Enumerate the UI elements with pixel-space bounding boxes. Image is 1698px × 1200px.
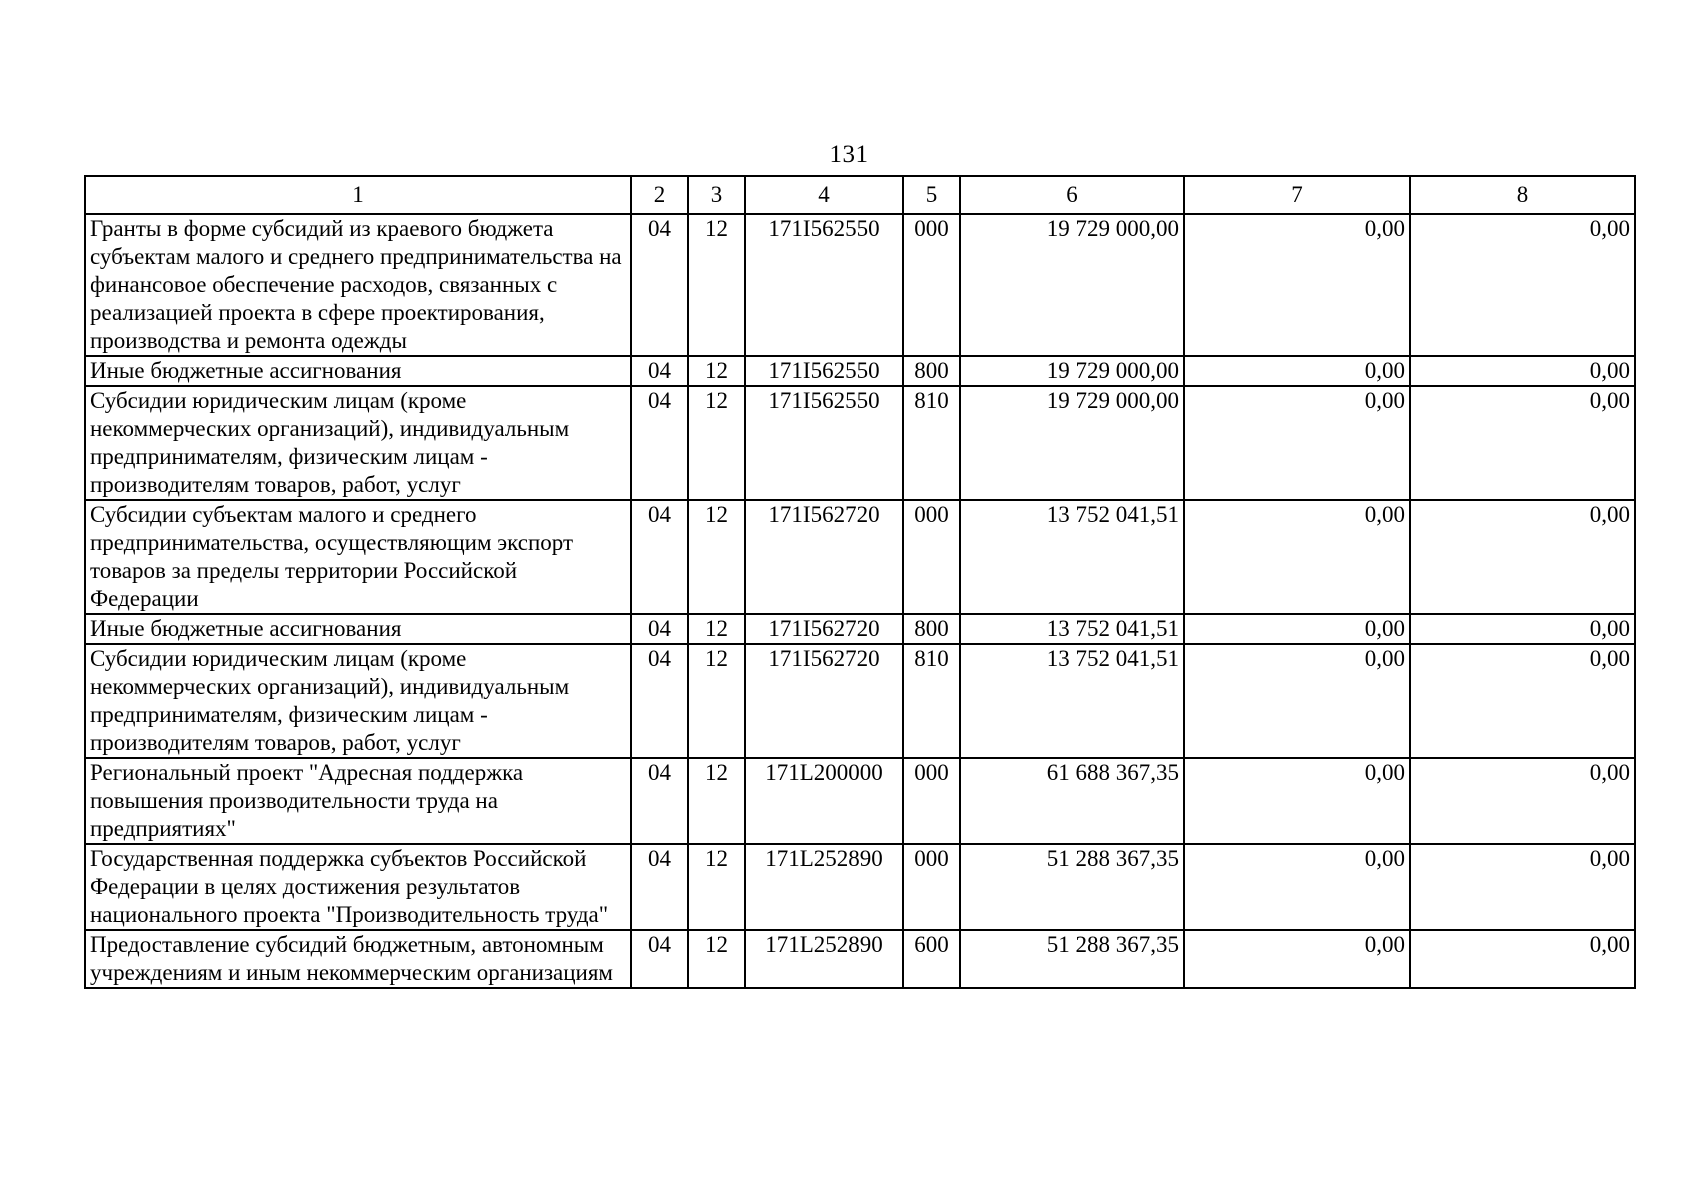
- table-row: [85, 758, 1635, 844]
- row-section: 04: [631, 844, 688, 930]
- row-target-article: 171I562720: [745, 614, 903, 644]
- column-header: 7: [1184, 176, 1410, 214]
- table-row: [85, 214, 1635, 356]
- row-name: Государственная поддержка субъектов Российской Федерации в целях достижения результатов национального проекта "Производительность труда": [85, 844, 631, 930]
- row-name: Иные бюджетные ассигнования: [85, 356, 631, 386]
- row-amount-year2: 0,00: [1184, 844, 1410, 930]
- row-subsection: 12: [688, 214, 745, 356]
- row-amount-year1: 19 729 000,00: [960, 356, 1184, 386]
- row-name: Иные бюджетные ассигнования: [85, 614, 631, 644]
- column-header: 3: [688, 176, 745, 214]
- row-subsection: 12: [688, 844, 745, 930]
- row-amount-year3: 0,00: [1410, 356, 1635, 386]
- row-amount-year1: 13 752 041,51: [960, 500, 1184, 614]
- row-expense-type: 000: [903, 758, 960, 844]
- row-section: 04: [631, 214, 688, 356]
- row-amount-year3: 0,00: [1410, 758, 1635, 844]
- row-target-article: 171I562720: [745, 500, 903, 614]
- row-amount-year1: 61 688 367,35: [960, 758, 1184, 844]
- row-name: Предоставление субсидий бюджетным, автономным учреждениям и иным некоммерческим организациям: [85, 930, 631, 988]
- row-target-article: 171I562550: [745, 214, 903, 356]
- table-row: [85, 644, 1635, 758]
- row-expense-type: 800: [903, 614, 960, 644]
- row-target-article: 171L200000: [745, 758, 903, 844]
- row-target-article: 171I562720: [745, 644, 903, 758]
- row-name: Субсидии юридическим лицам (кроме некоммерческих организаций), индивидуальным предпринимателям, физическим лицам - производителям товаров, работ, услуг: [85, 386, 631, 500]
- column-header: 8: [1410, 176, 1635, 214]
- row-name: Гранты в форме субсидий из краевого бюджета субъектам малого и среднего предпринимательства на финансовое обеспечение расходов, связанных с реализацией проекта в сфере проектирования, производства и ремонта одежды: [85, 214, 631, 356]
- table-row: [85, 356, 1635, 386]
- table-row: [85, 844, 1635, 930]
- row-expense-type: 000: [903, 844, 960, 930]
- page-number: 131: [829, 141, 869, 168]
- row-target-article: 171L252890: [745, 930, 903, 988]
- table-row: [85, 614, 1635, 644]
- row-amount-year3: 0,00: [1410, 214, 1635, 356]
- row-amount-year3: 0,00: [1410, 644, 1635, 758]
- row-name: Субсидии субъектам малого и среднего предпринимательства, осуществляющим экспорт товаров за пределы территории Российской Федерации: [85, 500, 631, 614]
- row-amount-year2: 0,00: [1184, 758, 1410, 844]
- row-amount-year2: 0,00: [1184, 644, 1410, 758]
- row-expense-type: 600: [903, 930, 960, 988]
- row-amount-year1: 13 752 041,51: [960, 644, 1184, 758]
- column-header: 4: [745, 176, 903, 214]
- table-row: [85, 386, 1635, 500]
- row-amount-year2: 0,00: [1184, 614, 1410, 644]
- row-subsection: 12: [688, 500, 745, 614]
- row-target-article: 171I562550: [745, 386, 903, 500]
- table-row: [85, 500, 1635, 614]
- row-section: 04: [631, 930, 688, 988]
- row-expense-type: 810: [903, 644, 960, 758]
- row-amount-year3: 0,00: [1410, 614, 1635, 644]
- row-amount-year2: 0,00: [1184, 500, 1410, 614]
- row-amount-year2: 0,00: [1184, 386, 1410, 500]
- row-target-article: 171I562550: [745, 356, 903, 386]
- row-amount-year1: 51 288 367,35: [960, 844, 1184, 930]
- row-section: 04: [631, 356, 688, 386]
- row-amount-year3: 0,00: [1410, 500, 1635, 614]
- row-amount-year2: 0,00: [1184, 930, 1410, 988]
- row-amount-year3: 0,00: [1410, 930, 1635, 988]
- row-subsection: 12: [688, 758, 745, 844]
- header-row: [85, 176, 1635, 214]
- row-section: 04: [631, 644, 688, 758]
- row-expense-type: 810: [903, 386, 960, 500]
- row-section: 04: [631, 758, 688, 844]
- row-name: Региональный проект "Адресная поддержка повышения производительности труда на предприятиях": [85, 758, 631, 844]
- row-amount-year3: 0,00: [1410, 386, 1635, 500]
- row-amount-year1: 51 288 367,35: [960, 930, 1184, 988]
- row-expense-type: 000: [903, 500, 960, 614]
- row-section: 04: [631, 500, 688, 614]
- table-row: [85, 930, 1635, 988]
- row-amount-year1: 19 729 000,00: [960, 214, 1184, 356]
- row-expense-type: 000: [903, 214, 960, 356]
- column-header: 5: [903, 176, 960, 214]
- row-amount-year2: 0,00: [1184, 214, 1410, 356]
- row-amount-year1: 13 752 041,51: [960, 614, 1184, 644]
- row-amount-year1: 19 729 000,00: [960, 386, 1184, 500]
- row-subsection: 12: [688, 614, 745, 644]
- column-header: 1: [85, 176, 631, 214]
- row-amount-year3: 0,00: [1410, 844, 1635, 930]
- row-section: 04: [631, 614, 688, 644]
- column-header: 6: [960, 176, 1184, 214]
- row-section: 04: [631, 386, 688, 500]
- row-subsection: 12: [688, 644, 745, 758]
- row-expense-type: 800: [903, 356, 960, 386]
- row-subsection: 12: [688, 386, 745, 500]
- row-name: Субсидии юридическим лицам (кроме некоммерческих организаций), индивидуальным предпринимателям, физическим лицам - производителям товаров, работ, услуг: [85, 644, 631, 758]
- budget-table: [84, 175, 1636, 989]
- row-target-article: 171L252890: [745, 844, 903, 930]
- row-subsection: 12: [688, 356, 745, 386]
- column-header: 2: [631, 176, 688, 214]
- row-amount-year2: 0,00: [1184, 356, 1410, 386]
- row-subsection: 12: [688, 930, 745, 988]
